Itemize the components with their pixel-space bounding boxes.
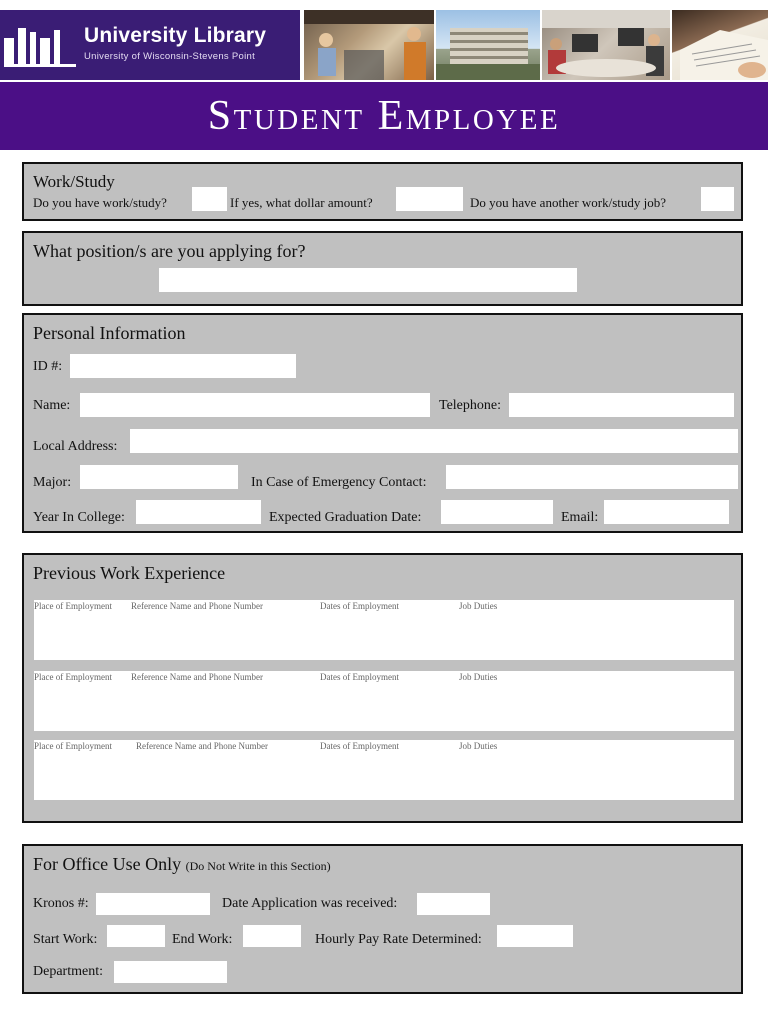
graduation-date-label: Expected Graduation Date: (269, 510, 422, 525)
end-work-label: End Work: (172, 932, 233, 947)
local-address-label: Local Address: (33, 439, 118, 454)
position-section (22, 231, 743, 306)
another-job-field[interactable] (701, 187, 734, 211)
office-use-title: For Office Use Only (33, 854, 182, 874)
photo-library-desk (302, 10, 434, 80)
dollar-amount-field[interactable] (396, 187, 463, 211)
university-name: University of Wisconsin-Stevens Point (84, 51, 256, 62)
dates-column-label: Dates of Employment (320, 741, 399, 751)
id-field[interactable] (70, 354, 296, 378)
telephone-field[interactable] (509, 393, 734, 417)
start-work-field[interactable] (107, 925, 165, 947)
end-work-field[interactable] (243, 925, 301, 947)
employer-column-label: Place of Employment (34, 741, 112, 751)
kronos-label: Kronos #: (33, 896, 89, 911)
email-label: Email: (561, 510, 599, 525)
work-experience-entry[interactable] (34, 671, 734, 731)
open-book-icon (672, 10, 768, 80)
year-in-college-label: Year In College: (33, 510, 125, 525)
telephone-label: Telephone: (439, 398, 501, 413)
building-icon (436, 10, 540, 80)
work-experience-entry[interactable] (34, 740, 734, 800)
start-work-label: Start Work: (33, 932, 98, 947)
hourly-pay-label: Hourly Pay Rate Determined: (315, 932, 482, 947)
id-label: ID #: (33, 359, 63, 374)
work-study-answer-field[interactable] (192, 187, 227, 211)
graduation-date-field[interactable] (441, 500, 553, 524)
work-experience-section (22, 553, 743, 823)
date-received-field[interactable] (417, 893, 490, 915)
photo-library-building (434, 10, 540, 80)
office-use-note: (Do Not Write in this Section) (185, 859, 331, 873)
employer-column-label: Place of Employment (34, 672, 112, 682)
local-address-field[interactable] (130, 429, 738, 453)
duties-column-label: Job Duties (459, 741, 498, 751)
work-study-heading: Work/Study (33, 172, 115, 191)
name-field[interactable] (80, 393, 430, 417)
office-use-section (22, 844, 743, 994)
personal-info-section (22, 313, 743, 533)
major-field[interactable] (80, 465, 238, 489)
computer-lab-icon (542, 10, 670, 80)
library-logo (0, 10, 302, 80)
dates-column-label: Dates of Employment (320, 601, 399, 611)
date-received-label: Date Application was received: (222, 896, 398, 911)
library-banner (0, 10, 768, 80)
personal-info-heading: Personal Information (33, 323, 186, 343)
kronos-field[interactable] (96, 893, 210, 915)
form-title-bar (0, 82, 768, 150)
department-field[interactable] (114, 961, 227, 983)
reference-column-label: Reference Name and Phone Number (136, 741, 268, 751)
position-field[interactable] (159, 268, 577, 292)
duties-column-label: Job Duties (459, 601, 498, 611)
email-field[interactable] (604, 500, 729, 524)
employer-column-label: Place of Employment (34, 601, 112, 611)
photo-open-book (670, 10, 768, 80)
office-use-heading (33, 854, 331, 875)
year-in-college-field[interactable] (136, 500, 261, 524)
department-label: Department: (33, 964, 103, 979)
work-experience-entry[interactable] (34, 600, 734, 660)
photo-computer-lab (540, 10, 670, 80)
reference-column-label: Reference Name and Phone Number (131, 672, 263, 682)
hourly-pay-field[interactable] (497, 925, 573, 947)
duties-column-label: Job Duties (459, 672, 498, 682)
emergency-contact-field[interactable] (446, 465, 738, 489)
uwsp-logo-icon (4, 22, 76, 68)
name-label: Name: (33, 398, 71, 413)
photo-people-icon (304, 10, 434, 80)
work-study-question-label: Do you have work/study? (33, 195, 167, 210)
library-name: University Library (84, 24, 267, 47)
work-study-section (22, 162, 743, 221)
position-heading: What position/s are you applying for? (33, 241, 306, 261)
reference-column-label: Reference Name and Phone Number (131, 601, 263, 611)
dollar-amount-label: If yes, what dollar amount? (230, 195, 373, 210)
emergency-contact-label: In Case of Emergency Contact: (251, 475, 427, 490)
page-title: Student Employee (207, 93, 561, 139)
another-job-label: Do you have another work/study job? (470, 195, 667, 210)
dates-column-label: Dates of Employment (320, 672, 399, 682)
major-label: Major: (33, 475, 72, 490)
work-experience-heading: Previous Work Experience (33, 563, 226, 583)
